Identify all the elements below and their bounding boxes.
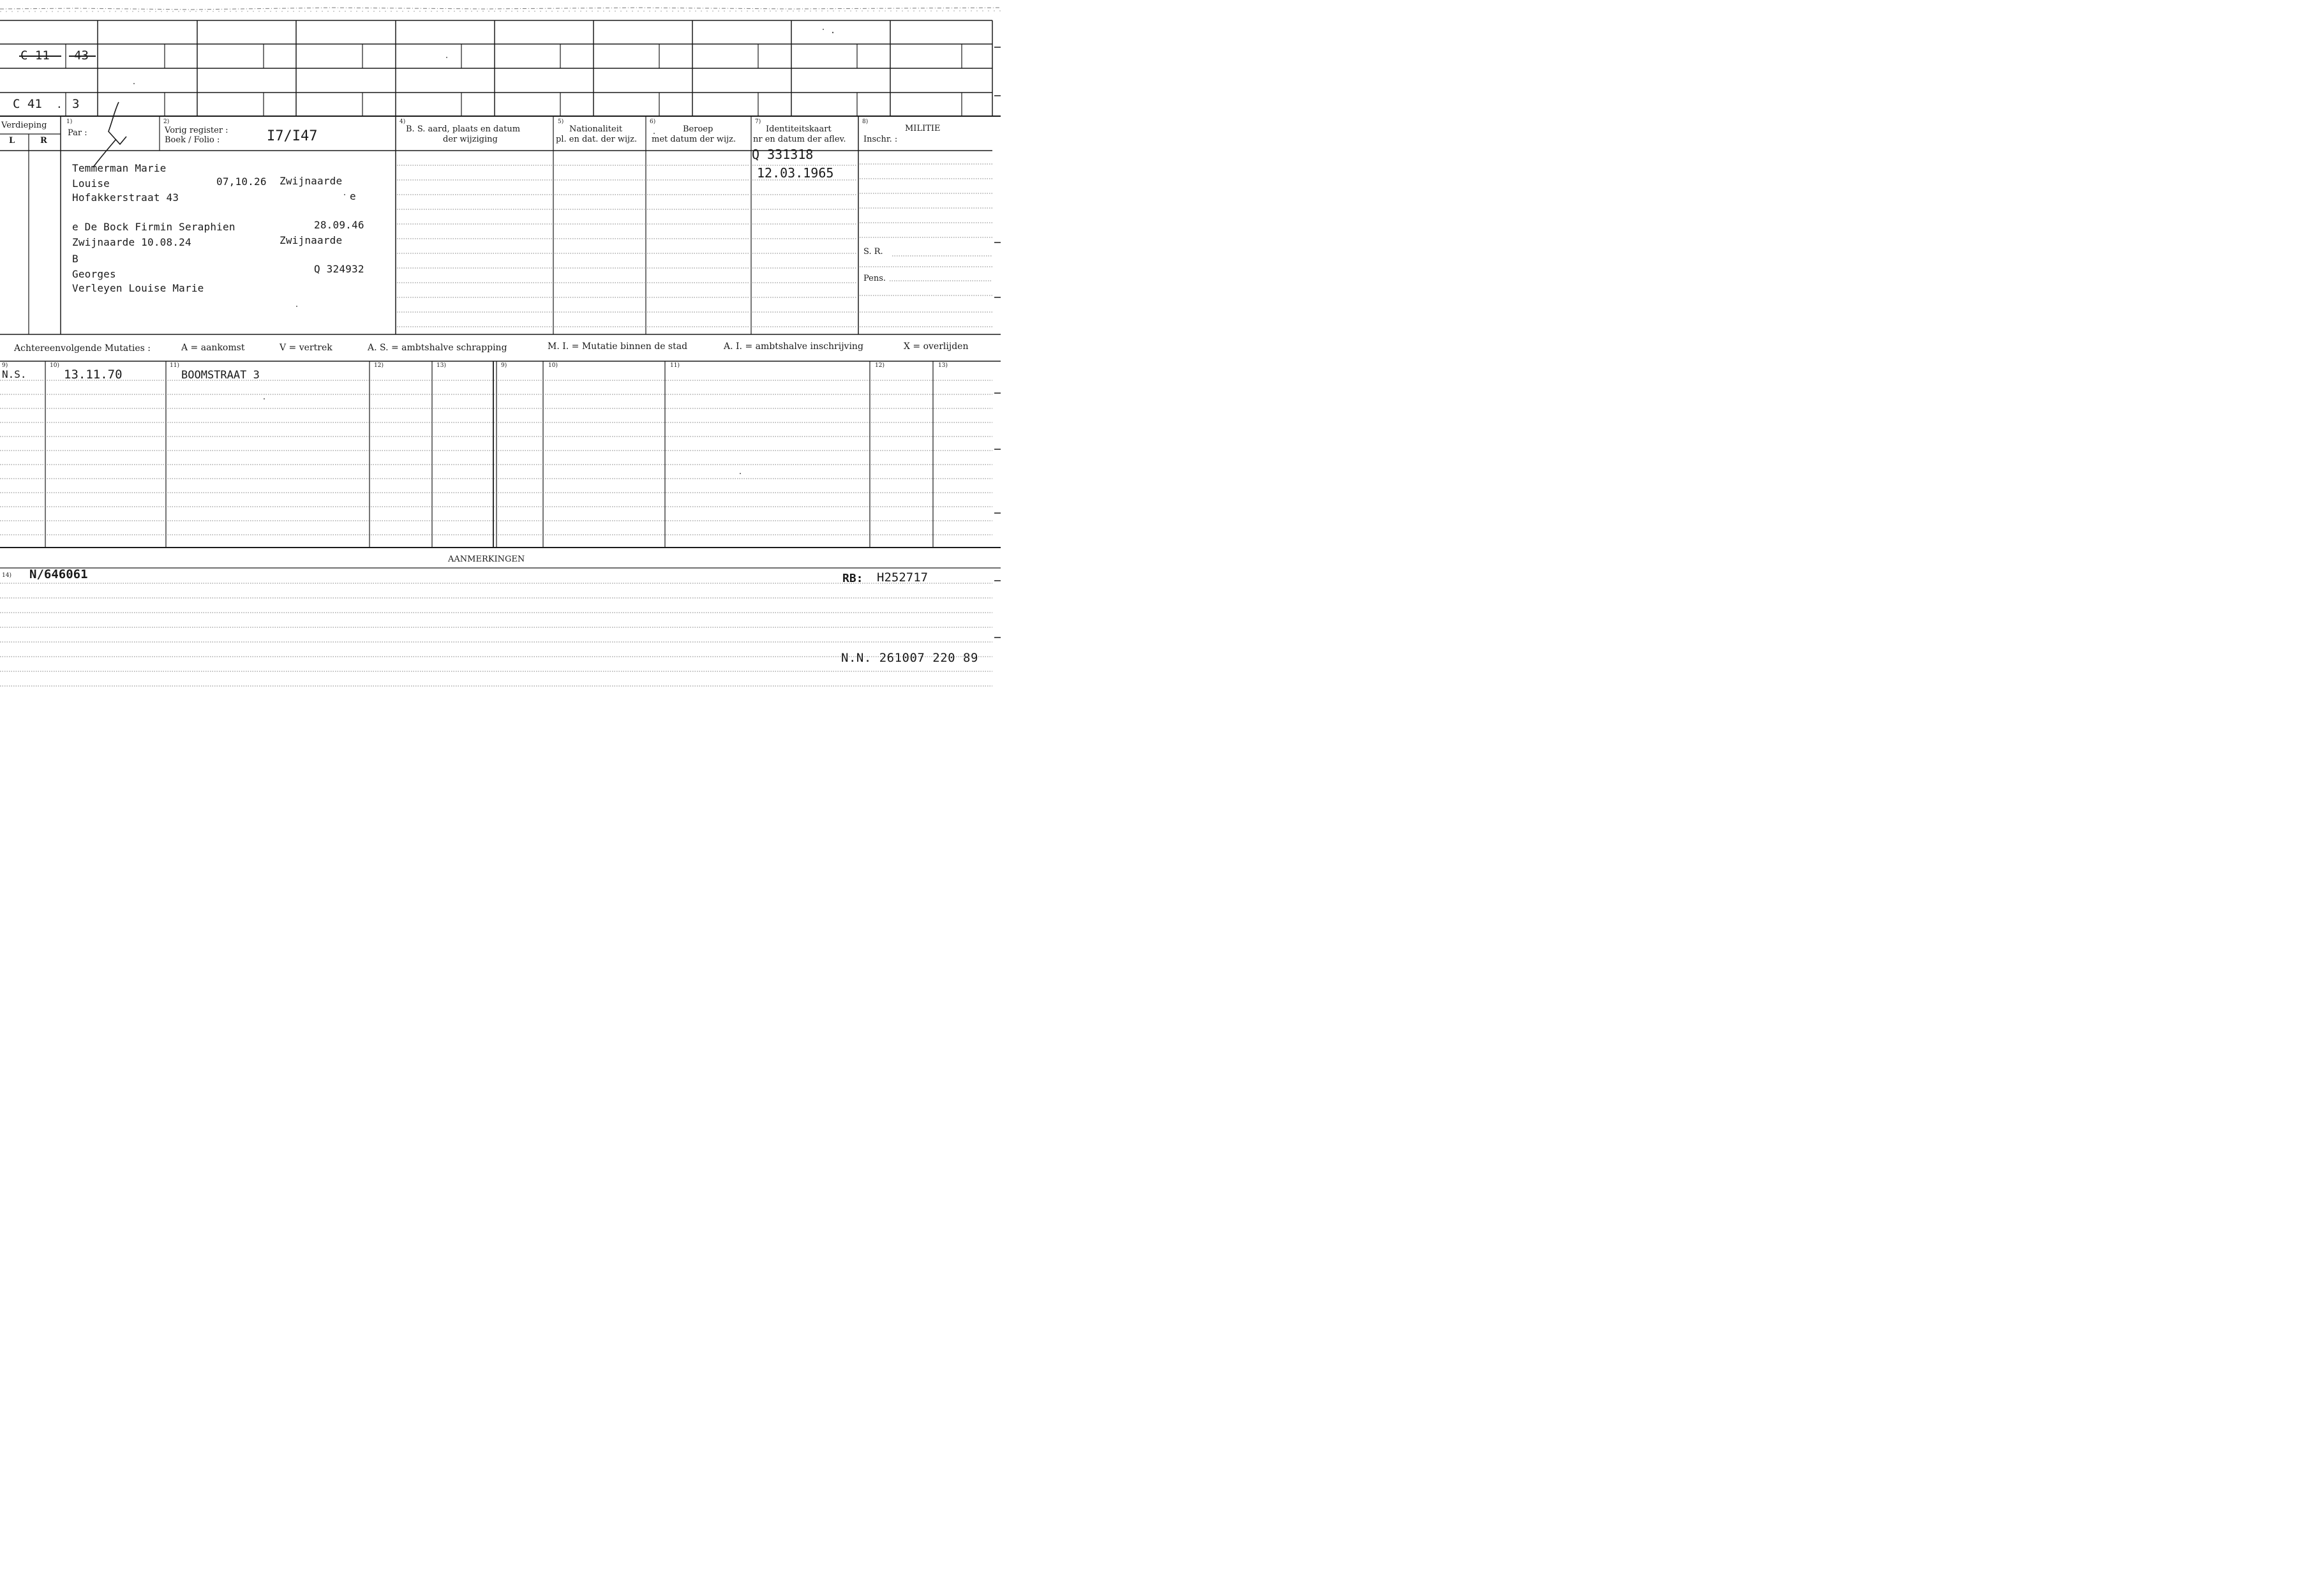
mut-col12-left: 12) bbox=[374, 362, 384, 369]
spouse-id-number: Q 324932 bbox=[314, 263, 364, 275]
person-birth-date: 07,10.26 bbox=[216, 175, 267, 188]
mutation-code: N.S. bbox=[2, 368, 27, 380]
vorig-register-label: Vorig register : bbox=[165, 126, 228, 135]
par-label: Par : bbox=[68, 128, 87, 138]
marriage-place: Zwijnaarde bbox=[280, 234, 343, 246]
mut-col13-right: 13) bbox=[938, 362, 948, 369]
mutation-address: BOOMSTRAAT 3 bbox=[181, 369, 260, 382]
mut-col13-left: 13) bbox=[437, 362, 446, 369]
register-right: 3 bbox=[72, 97, 80, 111]
b-mark: B bbox=[72, 253, 78, 265]
militie-label: MILITIE bbox=[905, 124, 941, 133]
old-register-left: C 11 bbox=[20, 48, 50, 63]
legend-vertrek: V = vertrek bbox=[280, 343, 332, 353]
identity-card-number: Q 331318 bbox=[752, 147, 814, 162]
nationaliteit-line2: pl. en dat. der wijz. bbox=[556, 135, 638, 144]
inschr-label: Inschr. : bbox=[863, 135, 898, 144]
bs-header-line1: B. S. aard, plaats en datum bbox=[406, 124, 521, 134]
old-register-right: 43 bbox=[74, 48, 89, 63]
mutation-date: 13.11.70 bbox=[64, 368, 123, 382]
register-dot: . bbox=[56, 98, 63, 110]
legend-mutatie-binnen-stad: M. I. = Mutatie binnen de stad bbox=[548, 341, 688, 352]
col14-number: 14) bbox=[2, 572, 11, 579]
legend-ambtshalve-schrapping: A. S. = ambtshalve schrapping bbox=[368, 343, 507, 353]
mut-col9-left: 9) bbox=[2, 362, 8, 369]
aanmerkingen-heading: AANMERKINGEN bbox=[448, 555, 525, 564]
person-address: Hofakkerstraat 43 bbox=[72, 191, 179, 204]
mut-col11-left: 11) bbox=[170, 362, 179, 369]
person-name-line1: Temmerman Marie bbox=[72, 162, 167, 174]
col8-number: 8) bbox=[862, 119, 869, 125]
mut-col10-right: 10) bbox=[548, 362, 558, 369]
mut-col10-left: 10) bbox=[50, 362, 59, 369]
rb-label: RB: bbox=[842, 572, 863, 585]
rb-value: H252717 bbox=[877, 571, 929, 585]
pens-label: Pens. bbox=[863, 274, 886, 283]
marriage-date: 28.09.46 bbox=[314, 219, 364, 231]
georges-line: Georges bbox=[72, 268, 116, 280]
col5-number: 5) bbox=[558, 119, 564, 125]
legend-aankomst: A = aankomst bbox=[181, 343, 245, 353]
legend-ambtshalve-inschrijving: A. I. = ambtshalve inschrijving bbox=[724, 341, 863, 352]
identiteitskaart-line1: Identiteitskaart bbox=[766, 124, 832, 134]
identiteitskaart-line2: nr en datum der aflev. bbox=[753, 135, 846, 144]
sr-label: S. R. bbox=[863, 247, 883, 257]
spouse-birth: Zwijnaarde 10.08.24 bbox=[72, 236, 191, 248]
person-birth-place: Zwijnaarde bbox=[280, 175, 343, 187]
verdieping-l-label: L bbox=[9, 136, 15, 145]
bs-header-line2: der wijziging bbox=[443, 135, 498, 144]
register-left: C 41 bbox=[13, 97, 42, 111]
identity-card-date: 12.03.1965 bbox=[757, 165, 834, 181]
handwritten-mark bbox=[93, 102, 126, 167]
beroep-line2: met datum der wijz. bbox=[652, 135, 736, 144]
verdieping-label: Verdieping bbox=[1, 121, 47, 130]
mut-col9-right: 9) bbox=[501, 362, 507, 369]
verleyen-line: Verleyen Louise Marie bbox=[72, 282, 204, 294]
national-number: N.N. 261007 220 89 bbox=[841, 651, 978, 665]
mutaties-heading: Achtereenvolgende Mutaties : bbox=[14, 343, 151, 354]
beroep-line1: Beroep bbox=[683, 124, 713, 134]
col1-number: 1) bbox=[66, 119, 73, 125]
nationaliteit-line1: Nationaliteit bbox=[569, 124, 623, 134]
verdieping-r-label: R bbox=[40, 136, 47, 145]
boek-folio-label: Boek / Folio : bbox=[165, 135, 220, 145]
col2-number: 2) bbox=[163, 119, 170, 125]
col4-number: 4) bbox=[399, 119, 406, 125]
col6-number: 6) bbox=[650, 119, 656, 125]
boek-folio-value: I7/I47 bbox=[267, 128, 318, 144]
population-register-card bbox=[0, 0, 1001, 692]
mut-col12-right: 12) bbox=[875, 362, 885, 369]
person-name-line2: Louise bbox=[72, 177, 110, 190]
mut-col11-right: 11) bbox=[670, 362, 680, 369]
spouse-name: e De Bock Firmin Seraphien bbox=[72, 221, 235, 233]
legend-overlijden: X = overlijden bbox=[904, 341, 969, 352]
col7-number: 7) bbox=[755, 119, 761, 125]
remarks-number: N/646061 bbox=[29, 567, 88, 581]
person-e-mark: e bbox=[350, 190, 356, 202]
